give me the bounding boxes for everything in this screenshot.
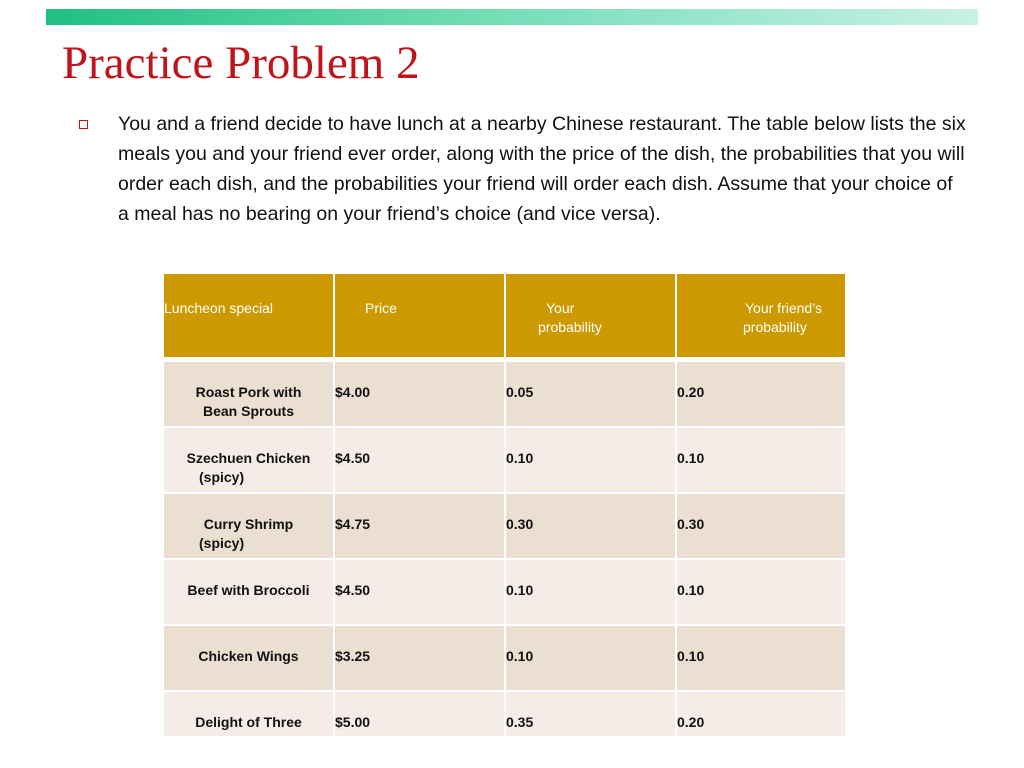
price-cell: $4.50	[334, 427, 505, 493]
slide-title: Practice Problem 2	[62, 37, 420, 89]
meal-cell	[163, 427, 334, 493]
meal-name-line2: (spicy)	[199, 535, 245, 551]
meal-name-line1: Roast Pork with	[195, 384, 302, 400]
friend-probability-cell: 0.20	[676, 360, 846, 428]
meal-name-line2: Bean Sprouts	[202, 403, 294, 419]
meal-name-line1: Chicken Wings	[198, 648, 299, 664]
friend-probability-cell: 0.30	[676, 493, 846, 559]
header-friend-probability-line2: probability	[743, 319, 807, 335]
header-friend-probability-line1: Your friend’s	[745, 300, 823, 316]
price-cell: $4.75	[334, 493, 505, 559]
your-probability-cell: 0.10	[505, 559, 676, 625]
your-probability-cell: 0.30	[505, 493, 676, 559]
square-bullet-icon	[79, 120, 88, 129]
table-row	[163, 559, 846, 625]
your-probability-cell: 0.10	[505, 625, 676, 691]
friend-probability-cell: 0.10	[676, 427, 846, 493]
header-your-probability-line1: Your	[546, 300, 575, 316]
meal-cell	[163, 559, 334, 625]
meal-cell	[163, 493, 334, 559]
top-accent-bar	[46, 9, 978, 25]
your-probability-cell: 0.10	[505, 427, 676, 493]
header-luncheon-special-label: Luncheon special	[164, 300, 273, 316]
price-cell: $5.00	[334, 691, 505, 737]
problem-paragraph: You and a friend decide to have lunch at a nearby Chinese restaurant. The table below lists the six meals you and your friend ever order, along with the price of the dish, the probabilities that you will order each dish, and the probabilities your friend will order each dish. Assume that your choice of a meal has no bearing on your friend’s choice (and vice versa).	[118, 113, 966, 225]
meals-table	[162, 272, 847, 738]
your-probability-cell: 0.35	[505, 691, 676, 737]
meal-cell	[163, 360, 334, 428]
meal-name-line1: Beef with Broccoli	[187, 582, 310, 598]
meal-name-line1: Curry Shrimp	[203, 516, 294, 532]
friend-probability-cell: 0.20	[676, 691, 846, 737]
meal-name-line1: Delight of Three	[195, 714, 302, 730]
table-header-row	[163, 273, 846, 360]
table-row	[163, 625, 846, 691]
table-row	[163, 691, 846, 737]
meal-name-line1: Szechuen Chicken	[186, 450, 311, 466]
header-luncheon-special	[163, 273, 334, 360]
friend-probability-cell: 0.10	[676, 625, 846, 691]
price-cell: $3.25	[334, 625, 505, 691]
meal-cell	[163, 691, 334, 737]
meal-cell	[163, 625, 334, 691]
meal-name-line2: (spicy)	[199, 469, 245, 485]
table-row	[163, 493, 846, 559]
table-row	[163, 360, 846, 428]
friend-probability-cell: 0.10	[676, 559, 846, 625]
header-friend-probability	[676, 273, 846, 360]
price-cell: $4.50	[334, 559, 505, 625]
header-your-probability-line2: probability	[538, 319, 602, 335]
your-probability-cell: 0.05	[505, 360, 676, 428]
table-row	[163, 427, 846, 493]
header-your-probability	[505, 273, 676, 360]
header-price	[334, 273, 505, 360]
price-cell: $4.00	[334, 360, 505, 428]
header-price-label: Price	[365, 300, 397, 316]
